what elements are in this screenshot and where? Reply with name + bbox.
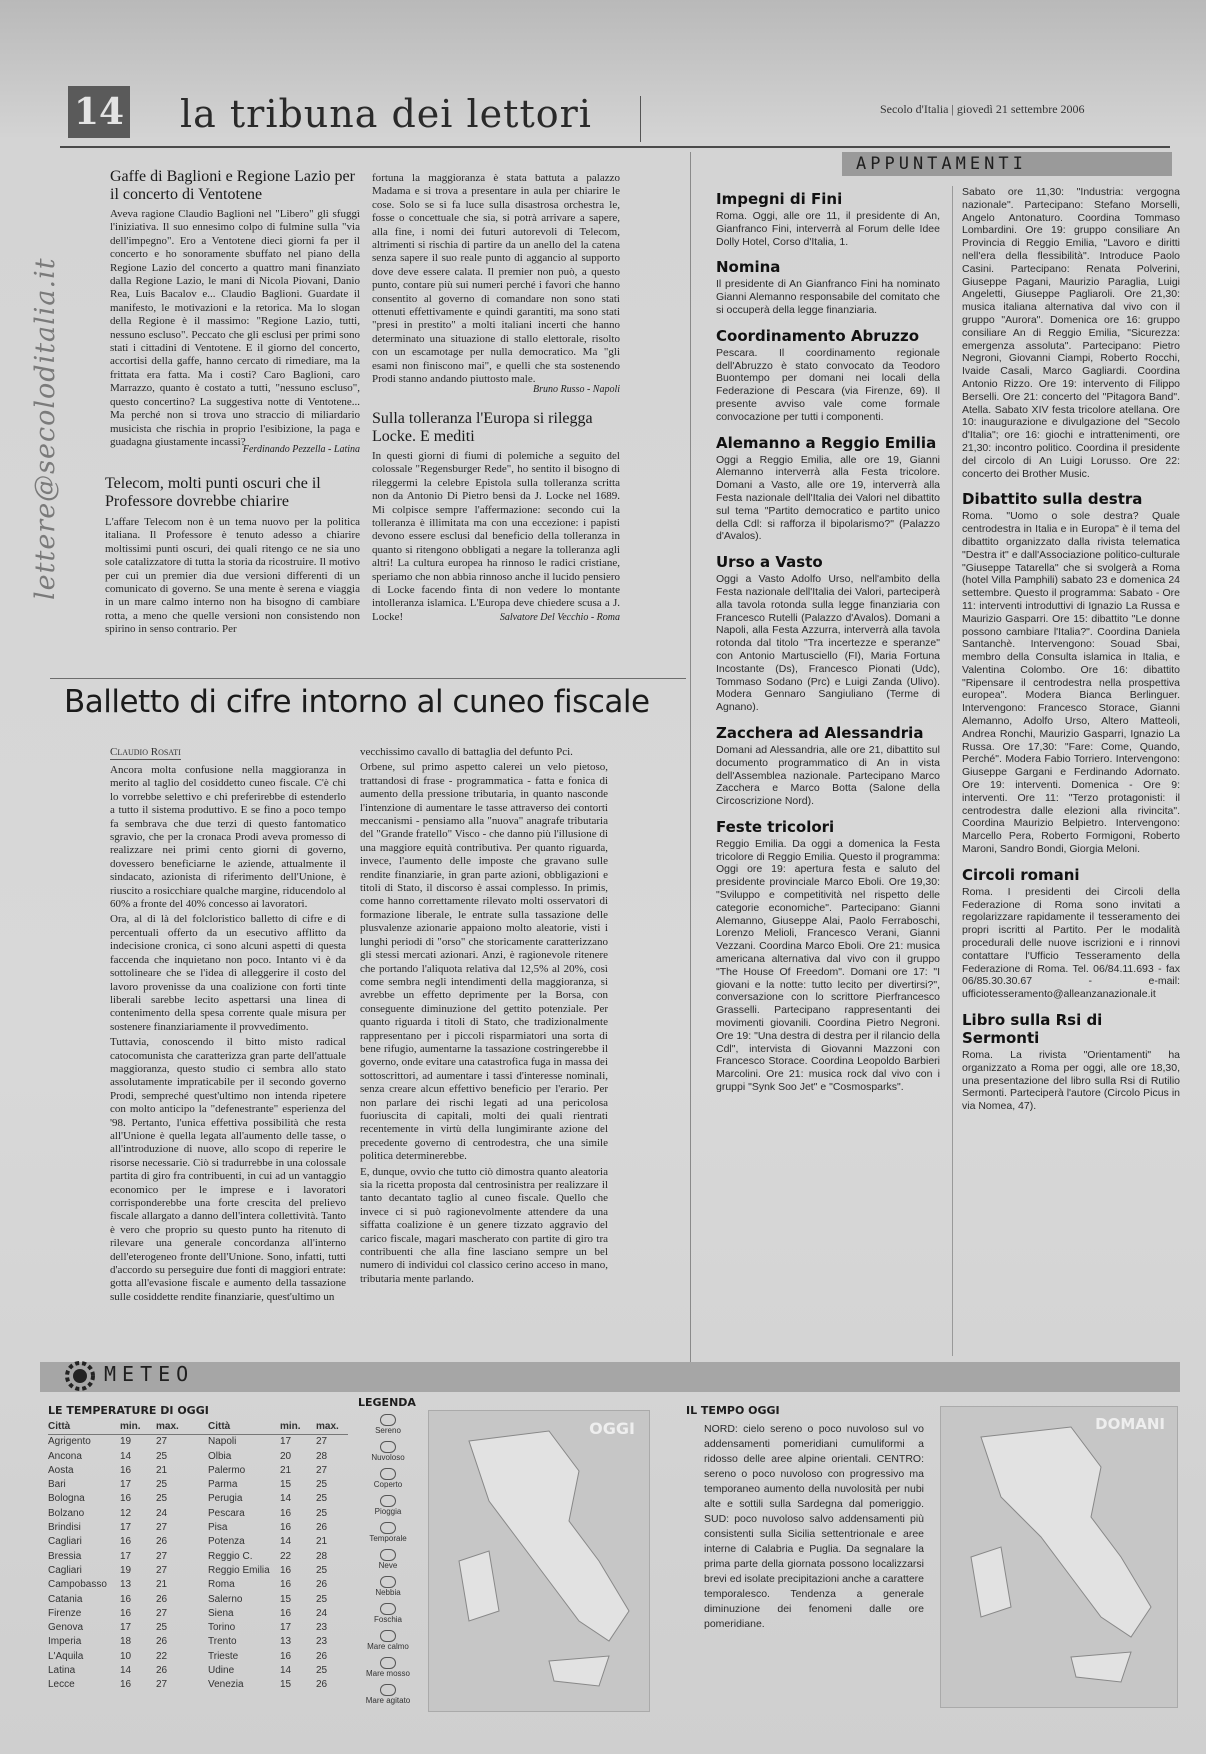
legend-label: Foschia: [373, 1615, 402, 1624]
appointments-col: [716, 190, 940, 1360]
temp-cell: 17: [120, 1479, 132, 1491]
temp-cell: 28: [316, 1550, 328, 1562]
temp-cell: 14: [120, 1450, 132, 1462]
legend-item: [356, 1414, 420, 1441]
temp-cell: 27: [156, 1564, 168, 1576]
page-number-box: [68, 86, 130, 138]
legend-label: Nuvoloso: [371, 1453, 405, 1462]
weather-icon: [380, 1495, 396, 1507]
legend-label: Neve: [378, 1561, 398, 1570]
temperature-row: [48, 1521, 348, 1535]
temp-cell: 10: [120, 1650, 132, 1662]
temp-cell: 27: [156, 1522, 168, 1534]
temp-cell: 28: [316, 1450, 328, 1462]
temp-cell: 14: [280, 1493, 292, 1505]
temperature-row: [48, 1478, 348, 1492]
appointment-title: Urso a Vasto: [716, 553, 823, 572]
legend-item: [356, 1549, 420, 1576]
temp-cell: 25: [156, 1622, 168, 1634]
temp-cell: 25: [156, 1479, 168, 1491]
weather-icon: [380, 1468, 396, 1480]
city-cell: Bressia: [48, 1550, 82, 1562]
temp-cell: 26: [156, 1636, 168, 1648]
legend-item: [356, 1522, 420, 1549]
appointment-title: Impegni di Fini: [716, 190, 843, 208]
legend-label: Mare mosso: [365, 1669, 410, 1678]
temperature-row: [48, 1550, 348, 1564]
city-cell: Pisa: [208, 1522, 228, 1534]
temperature-row: [48, 1492, 348, 1506]
temp-cell: 21: [156, 1464, 168, 1476]
city-cell: Torino: [208, 1622, 236, 1634]
letter-signature: Bruno Russo - Napoli: [533, 384, 620, 395]
temp-cell: 17: [280, 1436, 292, 1448]
legend-item: [356, 1603, 420, 1630]
temperature-row: [48, 1621, 348, 1635]
meteo-band: [40, 1362, 1180, 1392]
forecast-text: NORD: cielo sereno o poco nuvoloso sul vo addensamenti pomeridiani cumuliformi a ridosso delle aree alpine orientali. CENTRO: sereno o poco nuvoloso con progressivo ma temporaneo aumento della nuvolosità per nubi alte e sottili sulla Sardegna dal pomeriggio. SUD: poco nuvoloso salvo addensamenti più consistenti sulla Sicilia settentrionale e aree interne di Calabria e Puglia. Da segnalare la prima parte della giornata possono localizzarsi brevi ed isolate precipitazioni anche a carattere temporalesco. Tendenza a generale diminuzione dei fenomeni dalle ore pomeridiane.: [704, 1423, 924, 1630]
legend: [356, 1414, 420, 1711]
appointment-title: Zacchera ad Alessandria: [716, 723, 924, 742]
article-paragraph: vecchissimo cavallo di battaglia del defunto Pci.: [360, 746, 573, 758]
temperatures-table: [48, 1420, 348, 1693]
weather-map-today: [428, 1410, 650, 1712]
city-cell: Udine: [208, 1665, 235, 1677]
temperature-row: [48, 1578, 348, 1592]
appointment-title: Dibattito sulla destra: [962, 490, 1143, 509]
city-cell: Napoli: [208, 1436, 237, 1448]
letter-signature: Ferdinando Pezzella - Latina: [242, 444, 360, 455]
appointment-text: Il presidente di An Gianfranco Fini ha nominato Gianni Alemanno responsabile del comitato che si occuperà della legge finanziaria.: [716, 278, 940, 316]
column-divider: [690, 152, 691, 1362]
legend-item: [356, 1468, 420, 1495]
temp-cell: 26: [316, 1522, 328, 1534]
appointment-text: Roma. I presidenti dei Circoli della Federazione di Roma sono invitati a regolarizzare rapidamente il tesseramento dei propri iscritti al Partito. Per le modalità procedurali delle nuove iscrizioni e i rinnovi contattare l'Ufficio Tesseramento della Federazione di Roma. Tel. 06/84.11.693 - fax 06/85.30.30.67 - e-mail: ufficiotesseramento@alleanzanazionale.it: [962, 885, 1180, 1001]
city-cell: Firenze: [48, 1607, 82, 1619]
map-label: DOMANI: [1095, 1415, 1165, 1433]
legend-item: [356, 1657, 420, 1684]
temp-cell: 16: [280, 1564, 292, 1576]
city-cell: Trieste: [208, 1650, 239, 1662]
temperature-row: [48, 1650, 348, 1664]
city-cell: Trento: [208, 1636, 237, 1648]
letter-title: Sulla tolleranza l'Europa si rilegga Locke. E mediti: [372, 410, 593, 445]
appointment-text: Roma. La rivista "Orientamenti" ha organizzato a Roma per oggi, alle ore 18,30, una presentazione del libro sulla Rsi di Rutilio Sermonti. Parteciperà l'autore (Circolo Picus in via Nomea, 47).: [962, 1049, 1180, 1113]
temperature-row: [48, 1607, 348, 1621]
appointment-text: Oggi a Vasto Adolfo Urso, nell'ambito della Festa nazionale dell'Italia dei Valori, parteciperà alla tavola rotonda sulla legge finanziaria con Francesco Rutelli (Palazzo d'Avalos). Domani a Napoli, alla Festa Azzurra, interverrà alla tavola rotonda dal titolo "Tra incertezze e speranze" con Antonio Martusciello (FI), Maria Fortuna Incostante (Ds), Francesco Pionati (Udc), Tommaso Sodano (Prc) e Luigi Zanda (Ulivo). Modera Gennaro Sangiuliano (Terme di Agnano).: [716, 573, 940, 714]
temp-cell: 12: [120, 1507, 132, 1519]
letter-paragraph: L'affare Telecom non è un tema nuovo per la politica italiana. Il Professore è tenuto adesso a chiarire moltissimi punti oscuri, dei quali ritengo ce ne sia uno sole catalizzatore di tutta la storia da ricostruire. Il motivo per cui un premier dia due versioni differenti di un comunicato di governo. Se una mente è serena e viaggia in un mare calmo interno non ha bisogno di cambiare rotta, a meno che quelle versioni non consistendo non spirino in senso contrario. Per: [105, 516, 360, 636]
city-cell: Imperia: [48, 1636, 82, 1648]
temperature-row: [48, 1464, 348, 1478]
temp-cell: 25: [156, 1493, 168, 1505]
temp-cell: 22: [280, 1550, 292, 1562]
temp-cell: 25: [316, 1665, 328, 1677]
meteo-label: METEO: [104, 1362, 195, 1386]
temp-cell: 27: [156, 1679, 168, 1691]
appointments-divider: [952, 186, 953, 1356]
city-cell: Agrigento: [48, 1436, 91, 1448]
temp-cell: 27: [316, 1436, 328, 1448]
weather-icon: [380, 1630, 396, 1642]
legend-label: Mare calmo: [367, 1642, 409, 1651]
temp-cell: 13: [280, 1636, 292, 1648]
city-cell: L'Aquila: [48, 1650, 84, 1662]
temp-cell: 18: [120, 1636, 132, 1648]
city-cell: Bolzano: [48, 1507, 85, 1519]
article-headline: Balletto di cifre intorno al cuneo fiscale: [64, 684, 650, 720]
article-column: [110, 764, 346, 1358]
letter-signature: Salvatore Del Vecchio - Roma: [499, 612, 620, 623]
temp-cell: 16: [120, 1536, 132, 1548]
temperature-row: [48, 1664, 348, 1678]
temp-cell: 17: [120, 1550, 132, 1562]
city-cell: Cagliari: [48, 1564, 82, 1576]
city-cell: Reggio Emilia: [208, 1564, 270, 1576]
city-cell: Lecce: [48, 1679, 75, 1691]
side-email: lettere@secoloditalia.it: [30, 257, 61, 600]
col-header: max.: [156, 1421, 179, 1432]
temperatures-title: LE TEMPERATURE DI OGGI: [48, 1404, 209, 1417]
temp-cell: 27: [156, 1607, 168, 1619]
city-cell: Palermo: [208, 1464, 246, 1476]
article-paragraph: Orbene, sul primo aspetto calerei un velo pietoso, trattandosi di frase - programmatica - fatta e fonica di aumento della pressione tributaria, in quanto nasconde l'intenzione di aumentare le tasse attraverso dei contorti meccanismi - pensiamo alla "nuova" anagrafe tributaria del "Grande fratello" Visco - che danno più l'illusione di una maggiore equità contributiva. Per quanto riguarda, invece, l'aumento delle imposte che gravano sulle rendite finanziarie, in gran parte azioni, obbligazioni e titoli di Stato, il discorso è assai complesso. In primis, come hanno correttamente rilevato molti osservatori di formazione liberale, le entrate sulla tassazione delle plusvalenze azionarie appaiono molto aleatorie, visti i lunghi periodi di "orso" che storicamente caratterizzano gli stessi mercati azionari. Anzi, è ragionevole ritenere che portando l'aliquota relativa dal 12,5% al 20%, così come sembra negli intendimenti della maggioranza, si avrebbe un effetto deprimente per la Borsa, con conseguente diminuzione del gettito potenziale. Per quanto riguarda i titoli di Stato, che tradizionalmente rappresentano per i piccoli risparmiatori una sorta di bene rifugio, aumentarne la tassazione costringerebbe il governo, onde evitare una catastrofica fuga in massa dei sottoscrittori, ad aumentare i tassi d'interesse nominali, senza creare alcun effettivo beneficio per l'erario. Per non parlare dei rischi legati ad una pericolosa fuoriuscita di capitali, molti dei quali rientrati recentemente in virtù della lungimirante azione del precedente governo di centrodestra, che una simile politica determinerebbe.: [360, 761, 608, 1163]
appointment-text: Oggi a Reggio Emilia, alle ore 19, Gianni Alemanno interverrà alla Festa tricolore. Domani a Vasto, alle ore 19, interverrà alla Festa nazionale dell'Italia dei Valori nel dibattito sul tema "Partito democratico e partito unico della Cdl: si rafforza il bipolarismo?" (Palazzo d'Avalos).: [716, 453, 940, 543]
temp-cell: 25: [316, 1507, 328, 1519]
weather-map-tomorrow: [940, 1406, 1178, 1708]
weather-icon: [380, 1603, 396, 1615]
temperature-row: [48, 1435, 348, 1449]
legend-title: LEGENDA: [358, 1396, 416, 1409]
city-cell: Siena: [208, 1607, 234, 1619]
temperatures-header: [48, 1420, 348, 1435]
city-cell: Bari: [48, 1479, 66, 1491]
temp-cell: 21: [156, 1579, 168, 1591]
temperature-row: [48, 1635, 348, 1649]
temp-cell: 16: [280, 1607, 292, 1619]
legend-item: [356, 1495, 420, 1522]
weather-icon: [380, 1414, 396, 1426]
temp-cell: 25: [156, 1450, 168, 1462]
appointment-title: Nomina: [716, 258, 781, 277]
temp-cell: 13: [120, 1579, 132, 1591]
appointment-title: Coordinamento Abruzzo: [716, 326, 920, 345]
city-cell: Cagliari: [48, 1536, 82, 1548]
dateline: Secolo d'Italia | giovedì 21 settembre 2006: [880, 102, 1085, 116]
city-cell: Genova: [48, 1622, 84, 1634]
city-cell: Parma: [208, 1479, 238, 1491]
legend-label: Nebbia: [375, 1588, 401, 1597]
temp-cell: 27: [156, 1436, 168, 1448]
appointment-text: Roma. "Uomo o sole destra? Quale centrodestra in Italia e in Europa" è il tema del dibattito organizzato dalla rivista telematica "Destra it" e dall'Associazione politico-culturale "Giuseppe Tatarella" che si svolgerà a Roma (hotel Villa Pamphili) sabato 23 e domenica 24 settembre. Questo il programma: Sabato - Ore 11: interventi introduttivi di Ignazio La Russa e Maurizio Gasparri. Ore 15: dibattito "Le donne possono cambiare l'Italia?". Coordina Daniela Santanchè. Intervengono: Souad Sbai, membro della Consulta islamica in Italia, e Valentina Colombo. Ore 16: dibattito "Ripensare il centrodestra nella prospettiva europea". Modera Bianca Berlinguer. Intervengono: Francesco Storace, Gianni Alemanno, Adolfo Urso, Altero Matteoli, Andrea Ronchi, Maurizio Gasparri, Ignazio La Russa. Ore 17,30: "Fare: Come, Quando, Perché". Modera Fabio Torriero. Intervengono: Giuseppe Gargani e Ferdinando Adornato. Ore 19: interventi. Domenica - Ore 9: interventi. Ore 11: "Terzo protagonisti: il centrodestra dalle elezioni alla rivincita". Coordina Maurizio Belpietro. Intervengono: Marcello Pera, Roberto Formigoni, Roberto Maroni, Sandro Bondi, Giorgia Meloni.: [962, 510, 1180, 856]
letter-body: [372, 172, 620, 386]
letter-title: Telecom, molti punti oscuri che il Professore dovrebbe chiarire: [105, 475, 321, 510]
weather-icon: [380, 1684, 396, 1696]
temp-cell: 26: [316, 1679, 328, 1691]
temp-cell: 16: [280, 1507, 292, 1519]
temp-cell: 16: [120, 1493, 132, 1505]
temp-cell: 21: [316, 1536, 328, 1548]
header-divider: [640, 96, 641, 142]
temp-cell: 16: [120, 1593, 132, 1605]
col-header: Città: [208, 1421, 231, 1432]
temp-cell: 16: [120, 1679, 132, 1691]
legend-item: [356, 1441, 420, 1468]
legend-label: Coperto: [373, 1480, 403, 1489]
temp-cell: 15: [280, 1679, 292, 1691]
temp-cell: 23: [316, 1636, 328, 1648]
temp-cell: 16: [280, 1650, 292, 1662]
appointment-text: Domani ad Alessandria, alle ore 21, dibattito sul documento programmatico di An in vista dell'Assemblea nazionale. Partecipano Marco Zacchera e Marco Botta (Salone della Circoscrizione Nord).: [716, 743, 940, 808]
temp-cell: 17: [120, 1522, 132, 1534]
letters-bottom-rule: [50, 678, 686, 679]
temp-cell: 26: [156, 1593, 168, 1605]
letter-body: [110, 208, 360, 448]
legend-item: [356, 1684, 420, 1711]
temperature-row: [48, 1450, 348, 1464]
temp-cell: 24: [156, 1507, 168, 1519]
appointment-title: Circoli romani: [962, 865, 1080, 884]
temp-cell: 25: [316, 1493, 328, 1505]
appuntamenti-label: APPUNTAMENTI: [856, 154, 1027, 174]
city-cell: Olbia: [208, 1450, 232, 1462]
letter-paragraph: In questi giorni di fiumi di polemiche a seguito del colossale "Regensburger Rede", ho sentito il bisogno di rileggermi la celebre Epistola sulla tolleranza scritta non da Antonio Di Pietro bensì da J. Locke nel 1689. Mi colpisce sempre l'affermazione: secondo cui la tolleranza è illimitata ma con una eccezione: i papisti devono essere esclusi dal beneficio della tolleranza in quanto si ritengono obbligati a negare la tolleranza agli altri! La cultura europea ha rinnoso le radici cristiane, speriamo che non abbia rinnoso anche il lucido pensiero di Locke facendo finta di non vedere lo montante intolleranza islamica. L'Europa deve chiedere scusa a J. Locke!: [372, 450, 620, 623]
temp-cell: 16: [280, 1579, 292, 1591]
letter-body: [105, 516, 360, 636]
city-cell: Perugia: [208, 1493, 243, 1505]
col-header: max.: [316, 1421, 339, 1432]
weather-icon: [380, 1522, 396, 1534]
temp-cell: 19: [120, 1436, 132, 1448]
article-byline: Claudio Rosati: [110, 746, 181, 758]
temp-cell: 27: [316, 1464, 328, 1476]
legend-label: Pioggia: [374, 1507, 402, 1516]
section-title: la tribuna dei lettori: [180, 92, 592, 136]
temp-cell: 16: [120, 1607, 132, 1619]
temp-cell: 19: [120, 1564, 132, 1576]
temp-cell: 16: [280, 1522, 292, 1534]
city-cell: Pescara: [208, 1507, 245, 1519]
article-paragraph: Ancora molta confusione nella maggioranza in merito al taglio del cosiddetto cuneo fiscale. C'è chi lo vorrebbe selettivo e chi preferirebbe di estenderlo a tutto il sistema produttivo. E se fino a poco tempo fa sembrava che due terzi di questo fantomatico sgravio, che per la cronaca Prodi aveva promesso di realizzare nei primi cento giorni di governo, dovessero beneficiarne le aziende, attualmente il sindacato, azionista di riferimento dell'Unione, è riuscito a rosicchiare qualche margine, riducendolo al 60% a fronte del 40% concesso ai lavoratori.: [110, 764, 346, 911]
city-cell: Venezia: [208, 1679, 244, 1691]
weather-icon: [380, 1549, 396, 1561]
city-cell: Reggio C.: [208, 1550, 253, 1562]
col-header: min.: [280, 1421, 301, 1432]
city-cell: Aosta: [48, 1464, 74, 1476]
sun-gear-icon: [60, 1356, 100, 1396]
city-cell: Ancona: [48, 1450, 82, 1462]
appointment-title: Alemanno a Reggio Emilia: [716, 433, 937, 452]
appointment-title: Feste tricolori: [716, 817, 835, 836]
city-cell: Latina: [48, 1665, 76, 1677]
map-label: OGGI: [589, 1419, 635, 1438]
legend-label: Sereno: [375, 1426, 401, 1435]
legend-label: Mare agitato: [365, 1696, 411, 1705]
temperature-row: [48, 1593, 348, 1607]
weather-icon: [380, 1441, 396, 1453]
legend-label: Temporale: [369, 1534, 407, 1543]
temp-cell: 27: [156, 1550, 168, 1562]
temp-cell: 21: [280, 1464, 292, 1476]
city-cell: Potenza: [208, 1536, 245, 1548]
temp-cell: 14: [280, 1665, 292, 1677]
appointment-text: Sabato ore 11,30: "Industria: vergogna nazionale". Partecipano: Stefano Morselli, Angelo Antonaturo. Coordina Tommaso Lombardini. Ore 19: gruppo consiliare An Provincia di Reggio Emilia, "Lavoro e diritti nell'era della flessibilità". Introduce Paolo Casini. Partecipano: Renata Polverini, Giuseppe Pagani, Maurizio Paraglia, Luigi Angeletti, Giuseppe Pagliaroli. Ore 21,30: musica italiana alternativa dal vivo con il gruppo "Aurora". Domenica ore 16: gruppo consiliare An di Reggio Emilia, "Sicurezza: emergenza assoluta". Partecipano: Pietro Negroni, Giovanni Ciampi, Roberto Rocchi, Ivaide Casali, Marco Gagliardi. Coordina Antonio Rizzo. Ore 19: intervento di Filippo Berselli. Ore 21: concerto del "Pitagora Band". Atella. Sabato XIV festa tricolore atellana. Ore 10: inaugurazione e divulgazione del "Secolo d'Italia"; ore 16: giochi e intrattenimenti, ore 21,30: incontro politico. Coordina il presidente del circolo di An Luigi Lorusso. Ore 22: concerto dei Brother Music.: [962, 186, 1180, 480]
city-cell: Bologna: [48, 1493, 85, 1505]
city-cell: Campobasso: [48, 1579, 107, 1591]
temperature-row: [48, 1564, 348, 1578]
temp-cell: 23: [316, 1622, 328, 1634]
article-paragraph: Tuttavia, conoscendo il bitto misto radical catocomunista che caratterizza gran parte dell'attuale maggioranza, questo studio ci sembra allo stato assolutamente impraticabile per il secondo governo Prodi, sempreché quest'ultimo non intenda ripetere con molto anticipo la "defenestrante" esperienza del '98. Pertanto, l'unica effettiva possibilità che resta all'Unione è quella legata all'aumento delle tasse, o all'introduzione di nuove, allo scopo di reperire le risorse necessarie. Ciò si tradurrebbe in una colossale partita di giro fra contribuenti, in cui ad un vantaggio economico per le imprese e i lavoratori corrisponderebbe una forte crescita del prelievo fiscale allargato a danno dell'intera collettività. Tanto è vero che proprio su questo punto ha ritenuto di rilevare una generale concordanza all'interno dell'eterogeneo fronte dell'Unione. Sono, infatti, tutti d'accordo su perseguire due fonti di maggiori entrate: gotta all'evasione fiscale e aumento della tassazione sulle cosiddette rendite finanziarie, quest'ultimo un: [110, 1036, 346, 1303]
temp-cell: 17: [120, 1622, 132, 1634]
legend-item: [356, 1630, 420, 1657]
article-column: [360, 746, 608, 1358]
temp-cell: 24: [316, 1607, 328, 1619]
letter-paragraph: fortuna la maggioranza è stata battuta a palazzo Madama e si trova a presentare in aula per chiarire le cose. Solo se si fa luce sulla disastrosa orchestra le, fosse o concettuale che sia, si potrà arrivare a sapere, alla fine, i nomi dei futuri autorevoli di Telecom, altrimenti si rischia di partire da un anello del la catena senza sapere il suo reale punto di aggancio al supporto dove deve essere calata. Il premier non può, a questo punto, contare più sui numeri perché i favori che hanno consentito al governo di comandare non sono stati ottenuti effettivamente e quindi garantiti, ma sono stati "presi in prestito" a molti italiani incerti che hanno determinato una situazione di stallo elettorale, risolto con un escamotage per nulla democratico. Ma "gli esami non finiscono mai", e quelli che sta sostenendo Prodi stanno andando piuttosto male.: [372, 172, 620, 386]
temperature-row: [48, 1535, 348, 1549]
temp-cell: 20: [280, 1450, 292, 1462]
temp-cell: 22: [156, 1650, 168, 1662]
weather-icon: [380, 1657, 396, 1669]
temp-cell: 16: [120, 1464, 132, 1476]
header-rule: [60, 146, 1170, 148]
temp-cell: 14: [280, 1536, 292, 1548]
city-cell: Roma: [208, 1579, 235, 1591]
temp-cell: 26: [156, 1665, 168, 1677]
temp-cell: 26: [316, 1579, 328, 1591]
col-header: min.: [120, 1421, 141, 1432]
col-header: Città: [48, 1421, 71, 1432]
temp-cell: 26: [156, 1536, 168, 1548]
forecast-title: IL TEMPO OGGI: [686, 1404, 780, 1417]
appointment-text: Reggio Emilia. Da oggi a domenica la Festa tricolore di Reggio Emilia. Questo il programma: Oggi ore 19: apertura festa e saluto del presidente provinciale Marco Eboli. Ore 19,30: "Sviluppo e competitività nel rispetto delle categorie economiche". Partecipano: Gianni Alemanno, Giuseppe Alai, Paolo Ferraboschi, Lorenzo Melioli, Francesco Verani, Gianni Vezzani. Coordina Marco Eboli. Ore 21: musica americana alternativa dal vivo con il gruppo "The House Of Freedom". Domani ore 17: "I giovani e la notte: tutto lecito per divertirsi?", conversazione con lo scrittore Pierfrancesco Grasselli. Partecipano rappresentanti dei movimenti giovanili. Coordina Pietro Negroni. Ore 19: "Una destra di destra per il rilancio della Cdl", intervista di Giovanni Mazzoni con Francesco Storace. Coordina Leopoldo Barbieri Marcolini. Ore 21: musica rock dal vivo con i gruppi "Synk Soo Jet" e "Cosmosparks".: [716, 837, 940, 1094]
appointment-text: Pescara. Il coordinamento regionale dell'Abruzzo è stato convocato da Teodoro Buontempo per domani nei locali della Federazione di Pescara (via Firenze, 69). Il presente avviso vale come formale convocazione per tutti i componenti.: [716, 346, 940, 423]
legend-item: [356, 1576, 420, 1603]
city-cell: Catania: [48, 1593, 83, 1605]
temp-cell: 17: [280, 1622, 292, 1634]
appointment-text: Roma. Oggi, alle ore 11, il presidente di An, Gianfranco Fini, interverrà al Forum delle Idee Dolly Hotel, Corso d'Italia, 1.: [716, 210, 940, 248]
article-paragraph: Ora, al di là del folcloristico balletto di cifre e di percentuali offerto da un esecutivo afflitto da indecisione cronica, ci sono alcuni aspetti di questa faccenda che inquietano non poco. Intanto vi è da sottolineare che se l'idea di alleggerire il costo del lavoro provenisse da una coalizione con forti tinte liberali sarebbe lecito aspettarsi una linea di contenimento della spesa corrente quale misura per sostenere finanziariamente il provvedimento.: [110, 913, 346, 1033]
letter-title: Gaffe di Baglioni e Regione Lazio per il concerto di Ventotene: [110, 168, 355, 203]
temp-cell: 15: [280, 1593, 292, 1605]
city-cell: Salerno: [208, 1593, 243, 1605]
appointments-col: [962, 186, 1180, 1360]
temp-cell: 14: [120, 1665, 132, 1677]
temp-cell: 15: [280, 1479, 292, 1491]
temp-cell: 25: [316, 1593, 328, 1605]
page-number: 14: [73, 91, 125, 133]
letter-paragraph: Aveva ragione Claudio Baglioni nel "Libero" gli sfuggì l'iniziativa. Il suo ennesimo colpo di fulmine sulla "via dell'impegno". Ero a Ventotene dieci giorni fa per il concerto e ho sonoramente sbuffato nel piano della Regione Lazio del concerto a quattro mani finanziato dalla Regione Lazio, le mani di Nicola Piovani, Danio Rea, Luis Bacalov e... Claudio Baglioni. Guardate il manifesto, le motivazioni e la retorica. Ma lo slogan della Regione è il massimo: "Regione Lazio, tutti, nessuno escluso". Peccato che gli esclusi per primi sono stati i cittadini di Ventotene. E il giorno del concerto, accortisi della gaffe, hanno cercato di rimediare, ma la frittata era fatta. Ma i costi? Caro Baglioni, caro Marrazzo, quanto è costato a tutti, "nessuno escluso", questo concertino? La suggestiva notte di Ventotene... Ma perché non si trova uno straccio di miliardario musicista che rischia in proprio l'esibizione, la paga e guadagna giustamente incassi?: [110, 208, 360, 448]
temperature-row: [48, 1678, 348, 1692]
temperature-row: [48, 1507, 348, 1521]
article-paragraph: E, dunque, ovvio che tutto ciò dimostra quanto aleatoria sia la ricetta proposta dal centrosinistra per realizzare il tanto decantato taglio al cuneo fiscale. Quello che invece ci si può ragionevolmente attendere da una siffatta coalizione è un genere tizzato aggravio del carico fiscale, magari mascherato con partite di giro tra contribuenti che alla fine lasciano sempre un bel numero di individui col classico cerino acceso in mano, tributaria mente parlando.: [360, 1165, 608, 1285]
appointment-title: Libro sulla Rsi di Sermonti: [962, 1011, 1103, 1048]
temp-cell: 25: [316, 1479, 328, 1491]
temp-cell: 25: [316, 1564, 328, 1576]
city-cell: Brindisi: [48, 1522, 81, 1534]
weather-icon: [380, 1576, 396, 1588]
temp-cell: 26: [316, 1650, 328, 1662]
